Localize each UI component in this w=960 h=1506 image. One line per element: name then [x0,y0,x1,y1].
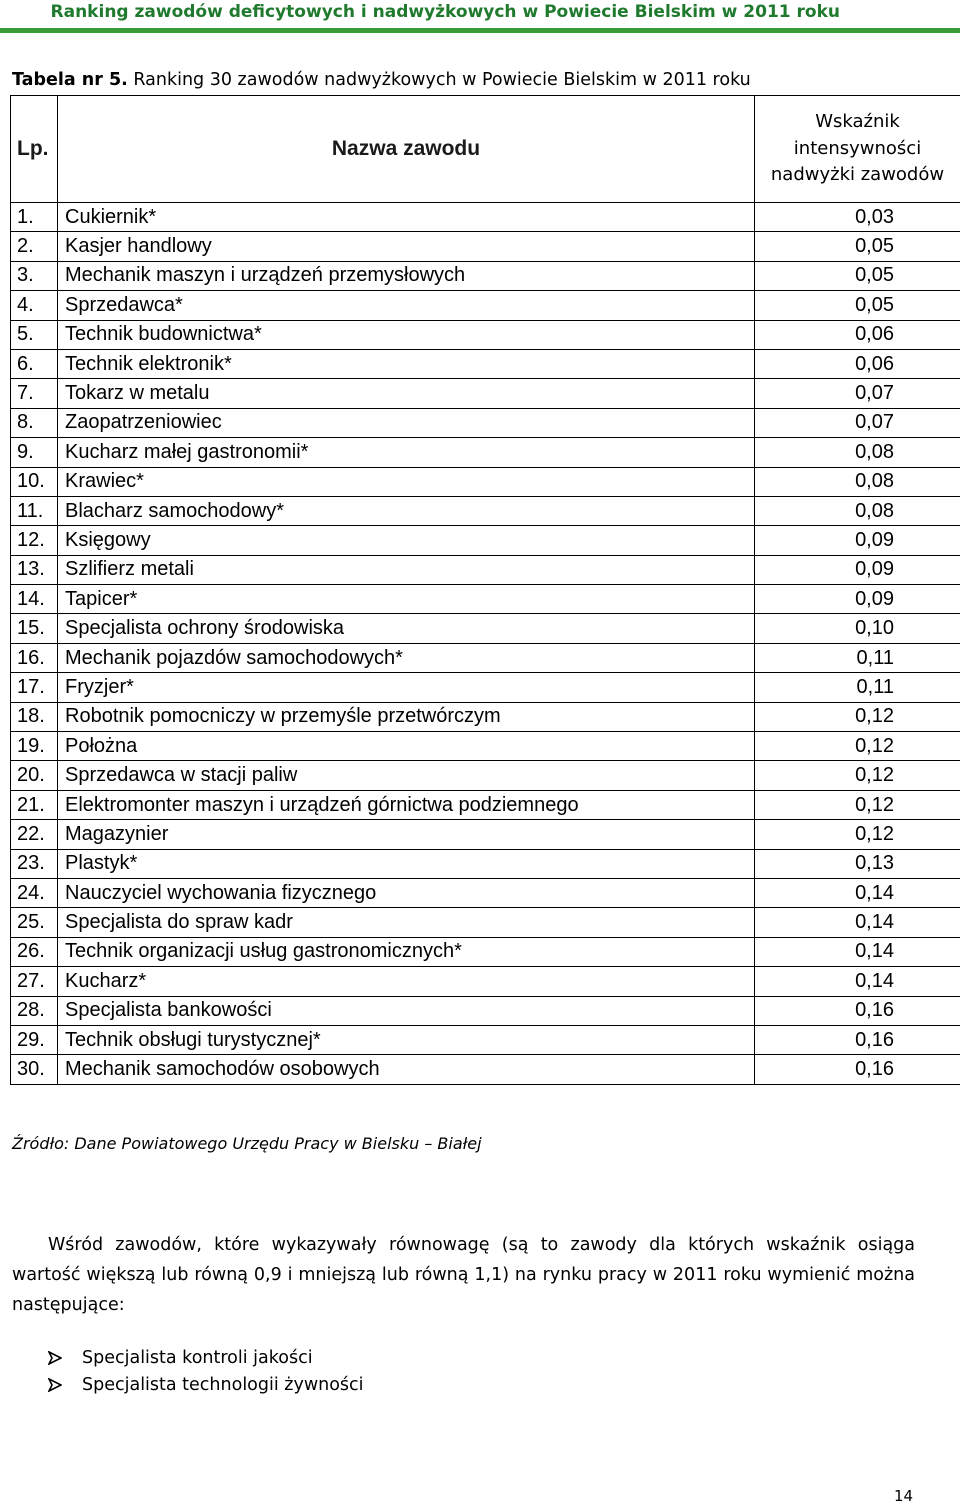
cell-value: 0,16 [755,1055,960,1084]
cell-lp: 22. [11,820,58,849]
cell-lp: 20. [11,761,58,790]
cell-name: Szlifierz metali [58,555,755,584]
cell-lp: 11. [11,496,58,525]
cell-value: 0,08 [755,467,960,496]
cell-value: 0,09 [755,585,960,614]
cell-lp: 9. [11,438,58,467]
cell-lp: 30. [11,1055,58,1084]
table-row [11,732,960,761]
column-header-lp: Lp. [11,96,58,203]
table-row [11,379,960,408]
table-row [11,203,960,232]
cell-name: Plastyk* [58,849,755,878]
table-row [11,555,960,584]
cell-lp: 15. [11,614,58,643]
page-header [0,0,960,36]
table-row [11,643,960,672]
table-row [11,937,960,966]
table-row [11,496,960,525]
cell-lp: 6. [11,349,58,378]
table-row [11,673,960,702]
cell-name: Sprzedawca* [58,291,755,320]
table-caption [12,70,751,90]
cell-value: 0,05 [755,291,960,320]
column-header-indicator: Wskaźnik intensywności nadwyżki zawodów [755,96,960,203]
table-row [11,232,960,261]
cell-lp: 29. [11,1025,58,1054]
cell-name: Tokarz w metalu [58,379,755,408]
cell-value: 0,08 [755,496,960,525]
bullet-item [48,1371,364,1398]
cell-value: 0,16 [755,1025,960,1054]
cell-name: Nauczyciel wychowania fizycznego [58,878,755,907]
cell-lp: 23. [11,849,58,878]
cell-value: 0,11 [755,643,960,672]
cell-value: 0,14 [755,878,960,907]
page-number: 14 [894,1487,914,1505]
cell-lp: 24. [11,878,58,907]
cell-name: Blacharz samochodowy* [58,496,755,525]
cell-lp: 25. [11,908,58,937]
caption-label: Tabela nr 5. [12,70,128,90]
cell-name: Magazynier [58,820,755,849]
cell-name: Tapicer* [58,585,755,614]
cell-name: Położna [58,732,755,761]
cell-name: Robotnik pomocniczy w przemyśle przetwórczym [58,702,755,731]
cell-name: Kasjer handlowy [58,232,755,261]
header-rule [0,28,960,33]
cell-name: Technik budownictwa* [58,320,755,349]
cell-value: 0,12 [755,702,960,731]
cell-lp: 28. [11,996,58,1025]
cell-value: 0,14 [755,908,960,937]
header-title: Ranking zawodów deficytowych i nadwyżkowych w Powiecie Bielskim w 2011 roku [50,2,840,22]
cell-value: 0,14 [755,937,960,966]
cell-value: 0,07 [755,379,960,408]
cell-name: Księgowy [58,526,755,555]
table-row [11,908,960,937]
cell-name: Fryzjer* [58,673,755,702]
cell-name: Mechanik pojazdów samochodowych* [58,643,755,672]
cell-value: 0,11 [755,673,960,702]
cell-value: 0,06 [755,349,960,378]
table-row [11,291,960,320]
cell-value: 0,13 [755,849,960,878]
table-row [11,820,960,849]
cell-name: Kucharz* [58,967,755,996]
cell-value: 0,10 [755,614,960,643]
ranking-table [10,95,960,1085]
column-header-name: Nazwa zawodu [58,96,755,203]
cell-lp: 26. [11,937,58,966]
cell-lp: 17. [11,673,58,702]
cell-name: Krawiec* [58,467,755,496]
source-note: Źródło: Dane Powiatowego Urzędu Pracy w Bielsku – Białej [12,1134,482,1153]
cell-lp: 12. [11,526,58,555]
cell-name: Zaopatrzeniowiec [58,408,755,437]
bullet-item [48,1344,364,1371]
table-header-row [11,96,960,203]
table-row [11,320,960,349]
bullet-text: Specjalista kontroli jakości [82,1347,313,1368]
cell-value: 0,16 [755,996,960,1025]
table-row [11,878,960,907]
table-row [11,849,960,878]
cell-name: Sprzedawca w stacji paliw [58,761,755,790]
cell-value: 0,06 [755,320,960,349]
cell-lp: 18. [11,702,58,731]
cell-value: 0,12 [755,820,960,849]
cell-value: 0,12 [755,790,960,819]
table-row [11,467,960,496]
bullet-list [48,1344,364,1398]
cell-lp: 5. [11,320,58,349]
cell-lp: 2. [11,232,58,261]
cell-name: Technik organizacji usług gastronomicznych* [58,937,755,966]
cell-lp: 7. [11,379,58,408]
cell-value: 0,08 [755,438,960,467]
cell-lp: 19. [11,732,58,761]
cell-name: Specjalista bankowości [58,996,755,1025]
cell-value: 0,03 [755,203,960,232]
table-row [11,408,960,437]
table-row [11,261,960,290]
table-row [11,1025,960,1054]
cell-value: 0,12 [755,761,960,790]
table-row [11,790,960,819]
cell-lp: 4. [11,291,58,320]
table-row [11,438,960,467]
cell-lp: 13. [11,555,58,584]
cell-name: Specjalista ochrony środowiska [58,614,755,643]
body-paragraph: Wśród zawodów, które wykazywały równowagę (są to zawody dla których wskaźnik osiąga wartość większą lub równą 0,9 i mniejszą lub równą 1,1) na rynku pracy w 2011 roku wymienić można następujące: [12,1235,915,1315]
table-row [11,761,960,790]
cell-name: Cukiernik* [58,203,755,232]
cell-lp: 3. [11,261,58,290]
table-body [11,203,960,1085]
table-row [11,967,960,996]
cell-lp: 1. [11,203,58,232]
bullet-text: Specjalista technologii żywności [82,1374,364,1395]
table-row [11,349,960,378]
cell-name: Elektromonter maszyn i urządzeń górnictwa podziemnego [58,790,755,819]
cell-lp: 14. [11,585,58,614]
arrow-bullet-icon [48,1351,62,1365]
table-row [11,526,960,555]
cell-lp: 16. [11,643,58,672]
caption-text: Ranking 30 zawodów nadwyżkowych w Powiecie Bielskim w 2011 roku [127,70,751,90]
table-row [11,702,960,731]
cell-name: Technik elektronik* [58,349,755,378]
cell-name: Kucharz małej gastronomii* [58,438,755,467]
cell-name: Technik obsługi turystycznej* [58,1025,755,1054]
cell-name: Specjalista do spraw kadr [58,908,755,937]
cell-value: 0,14 [755,967,960,996]
table-row [11,996,960,1025]
cell-lp: 8. [11,408,58,437]
cell-value: 0,05 [755,232,960,261]
cell-value: 0,05 [755,261,960,290]
cell-value: 0,09 [755,555,960,584]
cell-value: 0,07 [755,408,960,437]
cell-lp: 21. [11,790,58,819]
table-row [11,585,960,614]
cell-value: 0,12 [755,732,960,761]
cell-lp: 27. [11,967,58,996]
table-row [11,1055,960,1084]
arrow-bullet-icon [48,1378,62,1392]
table-row [11,614,960,643]
cell-value: 0,09 [755,526,960,555]
cell-name: Mechanik maszyn i urządzeń przemysłowych [58,261,755,290]
cell-lp: 10. [11,467,58,496]
cell-name: Mechanik samochodów osobowych [58,1055,755,1084]
